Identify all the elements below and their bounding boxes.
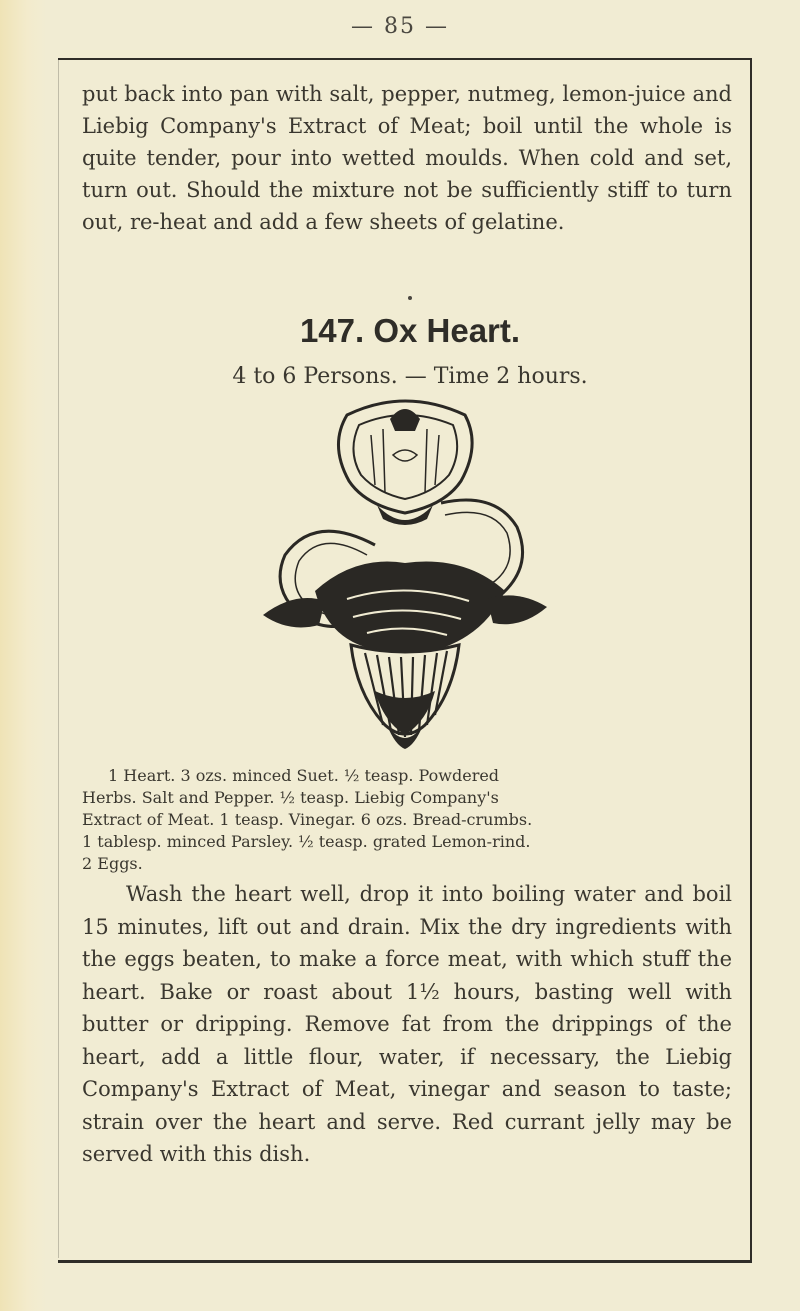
page-number: — 85 — [351,14,449,39]
heart-body [315,562,505,652]
recipe-servings-time: 4 to 6 Persons. — Time 2 hours. [232,364,588,389]
frame-left-rule [58,58,59,1258]
ingredients-line: 2 Eggs. [82,854,143,873]
ingredients-line: 1 Heart. 3 ozs. minced Suet. ½ teasp. Powdered [108,766,500,785]
recipe-method-paragraph: Wash the heart well, drop it into boiling water and boil 15 minutes, lift out and drain. Mix the dry ingredients with the eggs beaten, to make a force meat, with which stuff the heart. Bake or roast about 1½ hours, basting well with butter or dripping. Remove fat from the drippings of the heart, add a little flour, water, if necessary, the Liebig Company's Extract of Meat, vinegar and season to taste; strain over the heart and serve. Red currant jelly may be served with this dish. [82,882,732,1166]
heart-left-wing [263,598,325,627]
heart-top-ring [393,450,417,461]
ingredients-line: Herbs. Salt and Pepper. ½ teasp. Liebig Company's [82,788,499,807]
ingredients-list [82,765,732,875]
separator-dot [408,296,412,300]
recipe-title: 147. Ox Heart. [299,312,521,349]
ox-heart-engraving-icon [255,395,555,753]
ingredients-line: 1 tablesp. minced Parsley. ½ teasp. grated Lemon-rind. [82,832,531,851]
heart-right-wing [487,595,547,624]
page-edge-shadow [0,0,46,1311]
continued-recipe-paragraph: put back into pan with salt, pepper, nutmeg, lemon-juice and Liebig Company's Extract of Meat; boil until the whole is quite tender, pour into wetted moulds. When cold and set, turn out. Should the mixture not be sufficiently stiff to turn out, re-heat and add a few sheets of gelatine. [82,82,732,234]
heart-lower-dark [375,691,435,735]
ingredients-line: Extract of Meat. 1 teasp. Vinegar. 6 ozs. Bread-crumbs. [82,810,533,829]
heart-top-vessel [390,409,420,431]
